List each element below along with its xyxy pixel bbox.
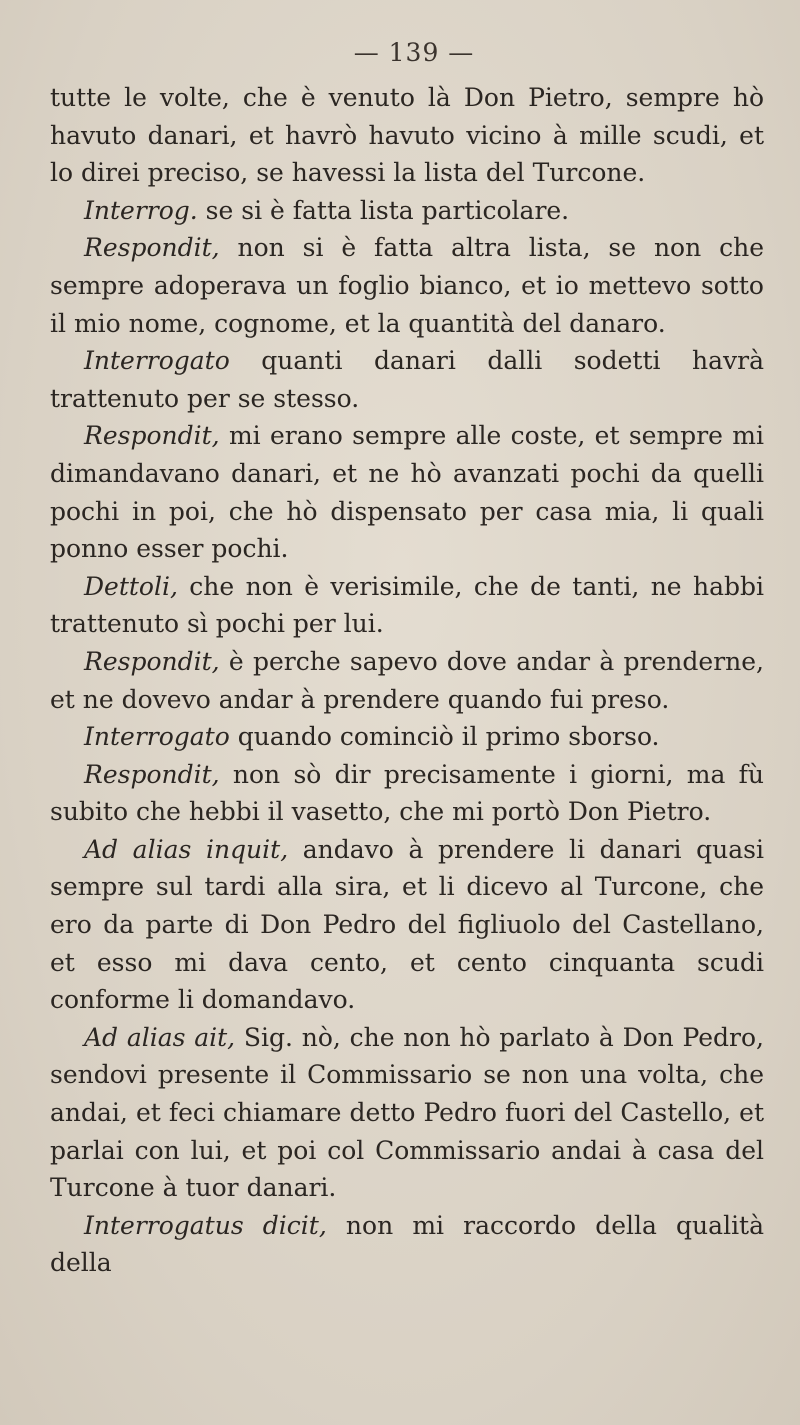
paragraph bbox=[50, 718, 764, 756]
speaker-label: Respondit, bbox=[84, 646, 220, 676]
paragraph-text: è perche sapevo dove andar à prenderne, et ne dovevo andar à prendere quando fui preso. bbox=[50, 646, 764, 714]
paragraph bbox=[50, 643, 764, 718]
paragraph-text: se si è fatta lista particolare. bbox=[197, 195, 570, 225]
paragraph bbox=[50, 1207, 764, 1282]
paragraph bbox=[50, 831, 764, 1019]
paragraph bbox=[50, 568, 764, 643]
paragraph-text: mi erano sempre alle coste, et sempre mi dimandavano danari, et ne hò avanzati pochi da quelli pochi in poi, che hò dispensato per casa mia, li quali ponno esser pochi. bbox=[50, 421, 764, 564]
paragraph bbox=[50, 342, 764, 417]
speaker-label: Respondit, bbox=[84, 759, 220, 789]
paragraph-text: non sò dir precisamente i giorni, ma fù subito che hebbi il vasetto, che mi portò Don Pietro. bbox=[50, 759, 764, 827]
paragraph-text: non si è fatta altra lista, se non che sempre adoperava un foglio bianco, et io mettevo sotto il mio nome, cognome, et la quantità del danaro. bbox=[50, 233, 764, 338]
paragraph-text: Sig. nò, che non hò parlato à Don Pedro, sendovi presente il Commissario se non una volta, che andai, et feci chiamare detto Pedro fuori del Castello, et parlai con lui, et poi col Commissario andai à casa del Turcone à tuor danari. bbox=[50, 1022, 764, 1203]
paragraph-text: che non è verisimile, che de tanti, ne habbi trattenuto sì pochi per lui. bbox=[50, 571, 764, 639]
speaker-label: Dettoli, bbox=[84, 571, 178, 601]
speaker-label: Ad alias ait, bbox=[84, 1022, 236, 1052]
speaker-label: Respondit, bbox=[84, 421, 220, 451]
paragraph-text: tutte le volte, che è venuto là Don Pietro, sempre hò havuto danari, et havrò havuto vicino à mille scudi, et lo direi preciso, se havessi la lista del Turcone. bbox=[50, 83, 764, 188]
speaker-label: Interrogato bbox=[84, 346, 230, 376]
paragraph bbox=[50, 756, 764, 831]
paragraph bbox=[50, 1019, 764, 1207]
speaker-label: Respondit, bbox=[84, 233, 220, 263]
paragraph-text: quanti danari dalli sodetti havrà trattenuto per se stesso. bbox=[50, 346, 764, 413]
paragraph-text: andavo à prendere li danari quasi sempre sul tardi alla sira, et li dicevo al Turcone, che ero da parte di Don Pedro del figliuolo del Castellano, et esso mi dava cento, et cento cinquanta scudi conforme li domandavo. bbox=[50, 834, 764, 1015]
speaker-label: Interrogatus dicit, bbox=[84, 1210, 327, 1240]
paragraph-text: quando cominciò il primo sborso. bbox=[229, 722, 660, 752]
page-number: — 139 — bbox=[353, 38, 475, 67]
speaker-label: Ad alias inquit, bbox=[84, 834, 289, 864]
speaker-label: Interrog. bbox=[84, 195, 198, 225]
paragraph bbox=[50, 79, 764, 192]
paragraph bbox=[50, 192, 764, 230]
paragraph bbox=[50, 229, 764, 342]
paragraph bbox=[50, 417, 764, 567]
paragraph-text: non mi raccordo della qualità della bbox=[50, 1210, 765, 1278]
body-text bbox=[50, 79, 764, 1282]
speaker-label: Interrogato bbox=[84, 722, 230, 752]
